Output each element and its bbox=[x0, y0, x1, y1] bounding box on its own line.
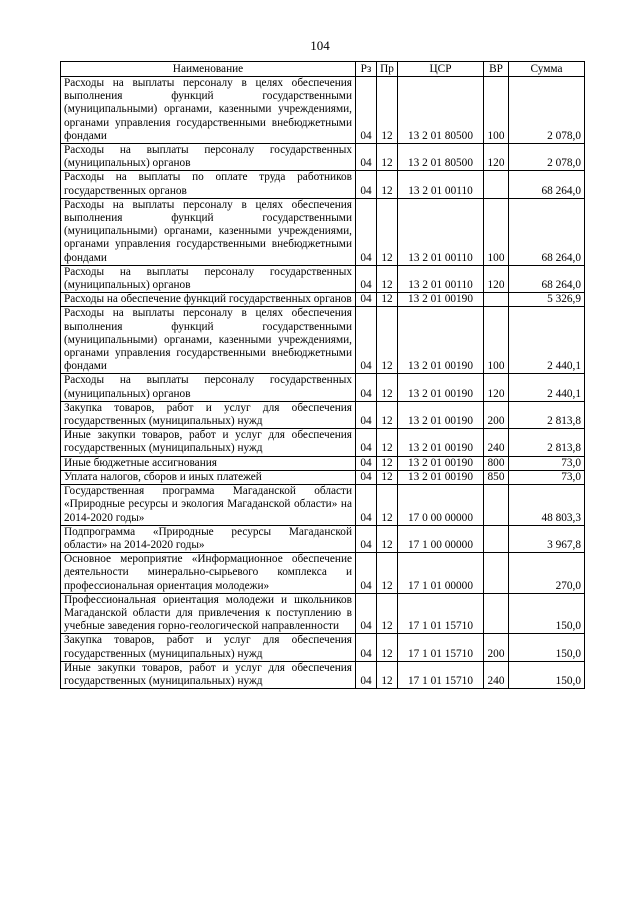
row-name-cell: Расходы на обеспечение функций государственных органов bbox=[61, 293, 356, 307]
row-pr-cell: 12 bbox=[377, 634, 398, 661]
row-rz-cell: 04 bbox=[356, 429, 377, 456]
row-vr-cell: 240 bbox=[484, 429, 509, 456]
row-rz-cell: 04 bbox=[356, 553, 377, 594]
row-csr-cell: 13 2 01 00190 bbox=[398, 456, 484, 470]
row-pr-cell: 12 bbox=[377, 553, 398, 594]
table-row bbox=[61, 401, 585, 428]
row-csr-cell: 13 2 01 00190 bbox=[398, 293, 484, 307]
table-row bbox=[61, 456, 585, 470]
row-sum-cell: 68 264,0 bbox=[509, 265, 585, 292]
row-vr-cell: 240 bbox=[484, 661, 509, 688]
row-csr-cell: 17 0 00 00000 bbox=[398, 485, 484, 526]
row-vr-cell: 120 bbox=[484, 144, 509, 171]
row-rz-cell: 04 bbox=[356, 293, 377, 307]
table-row bbox=[61, 470, 585, 484]
header-vr: ВР bbox=[484, 62, 509, 77]
row-vr-cell: 100 bbox=[484, 307, 509, 374]
row-sum-cell: 2 440,1 bbox=[509, 374, 585, 401]
row-vr-cell: 100 bbox=[484, 77, 509, 144]
row-rz-cell: 04 bbox=[356, 485, 377, 526]
row-csr-cell: 13 2 01 00190 bbox=[398, 470, 484, 484]
row-csr-cell: 13 2 01 00190 bbox=[398, 429, 484, 456]
row-vr-cell: 850 bbox=[484, 470, 509, 484]
row-csr-cell: 13 2 01 80500 bbox=[398, 77, 484, 144]
row-name-cell: Иные закупки товаров, работ и услуг для обеспечения государственных (муниципальных) нужд bbox=[61, 429, 356, 456]
row-rz-cell: 04 bbox=[356, 634, 377, 661]
row-pr-cell: 12 bbox=[377, 307, 398, 374]
row-name-cell: Профессиональная ориентация молодежи и школьников Магаданской области для привлечения к поступлению в учебные заведения горно-геологической направленности bbox=[61, 593, 356, 634]
table-header-row bbox=[61, 62, 585, 77]
row-pr-cell: 12 bbox=[377, 171, 398, 198]
row-name-cell: Подпрограмма «Природные ресурсы Магаданской области» на 2014-2020 годы» bbox=[61, 525, 356, 552]
row-sum-cell: 2 440,1 bbox=[509, 307, 585, 374]
row-name-cell: Расходы на выплаты персоналу государственных (муниципальных) органов bbox=[61, 144, 356, 171]
table-row bbox=[61, 593, 585, 634]
row-rz-cell: 04 bbox=[356, 374, 377, 401]
row-pr-cell: 12 bbox=[377, 525, 398, 552]
row-pr-cell: 12 bbox=[377, 198, 398, 265]
row-sum-cell: 5 326,9 bbox=[509, 293, 585, 307]
row-name-cell: Иные закупки товаров, работ и услуг для обеспечения государственных (муниципальных) нужд bbox=[61, 661, 356, 688]
row-pr-cell: 12 bbox=[377, 144, 398, 171]
row-pr-cell: 12 bbox=[377, 401, 398, 428]
row-rz-cell: 04 bbox=[356, 198, 377, 265]
table-row bbox=[61, 525, 585, 552]
row-name-cell: Иные бюджетные ассигнования bbox=[61, 456, 356, 470]
row-csr-cell: 17 1 01 15710 bbox=[398, 634, 484, 661]
row-vr-cell: 120 bbox=[484, 374, 509, 401]
row-rz-cell: 04 bbox=[356, 307, 377, 374]
row-vr-cell: 800 bbox=[484, 456, 509, 470]
row-sum-cell: 2 078,0 bbox=[509, 77, 585, 144]
row-vr-cell bbox=[484, 485, 509, 526]
row-rz-cell: 04 bbox=[356, 265, 377, 292]
row-name-cell: Расходы на выплаты персоналу государственных (муниципальных) органов bbox=[61, 374, 356, 401]
row-rz-cell: 04 bbox=[356, 171, 377, 198]
row-csr-cell: 13 2 01 00110 bbox=[398, 265, 484, 292]
row-pr-cell: 12 bbox=[377, 456, 398, 470]
row-name-cell: Уплата налогов, сборов и иных платежей bbox=[61, 470, 356, 484]
row-rz-cell: 04 bbox=[356, 470, 377, 484]
row-sum-cell: 270,0 bbox=[509, 553, 585, 594]
row-pr-cell: 12 bbox=[377, 485, 398, 526]
row-sum-cell: 48 803,3 bbox=[509, 485, 585, 526]
row-rz-cell: 04 bbox=[356, 661, 377, 688]
row-csr-cell: 13 2 01 80500 bbox=[398, 144, 484, 171]
row-csr-cell: 13 2 01 00110 bbox=[398, 171, 484, 198]
header-rz: Рз bbox=[356, 62, 377, 77]
row-pr-cell: 12 bbox=[377, 429, 398, 456]
row-name-cell: Закупка товаров, работ и услуг для обеспечения государственных (муниципальных) нужд bbox=[61, 401, 356, 428]
row-pr-cell: 12 bbox=[377, 265, 398, 292]
row-name-cell: Основное мероприятие «Информационное обеспечение деятельности минерально-сырьевого комплекса и профессиональная ориентация молодежи» bbox=[61, 553, 356, 594]
row-name-cell: Расходы на выплаты персоналу государственных (муниципальных) органов bbox=[61, 265, 356, 292]
row-sum-cell: 73,0 bbox=[509, 470, 585, 484]
header-csr: ЦСР bbox=[398, 62, 484, 77]
row-sum-cell: 150,0 bbox=[509, 634, 585, 661]
table-row bbox=[61, 198, 585, 265]
row-sum-cell: 2 078,0 bbox=[509, 144, 585, 171]
budget-table bbox=[60, 61, 585, 689]
row-rz-cell: 04 bbox=[356, 401, 377, 428]
row-vr-cell bbox=[484, 293, 509, 307]
table-row bbox=[61, 307, 585, 374]
table-row bbox=[61, 144, 585, 171]
row-rz-cell: 04 bbox=[356, 456, 377, 470]
row-pr-cell: 12 bbox=[377, 593, 398, 634]
row-csr-cell: 13 2 01 00190 bbox=[398, 401, 484, 428]
row-vr-cell: 200 bbox=[484, 401, 509, 428]
row-name-cell: Закупка товаров, работ и услуг для обеспечения государственных (муниципальных) нужд bbox=[61, 634, 356, 661]
page-number: 104 bbox=[310, 38, 330, 53]
row-csr-cell: 17 1 01 15710 bbox=[398, 593, 484, 634]
row-sum-cell: 3 967,8 bbox=[509, 525, 585, 552]
row-csr-cell: 13 2 01 00190 bbox=[398, 374, 484, 401]
header-pr: Пр bbox=[377, 62, 398, 77]
row-sum-cell: 150,0 bbox=[509, 593, 585, 634]
row-vr-cell: 120 bbox=[484, 265, 509, 292]
table-row bbox=[61, 374, 585, 401]
row-sum-cell: 2 813,8 bbox=[509, 429, 585, 456]
row-pr-cell: 12 bbox=[377, 374, 398, 401]
row-csr-cell: 17 1 01 15710 bbox=[398, 661, 484, 688]
table-row bbox=[61, 661, 585, 688]
header-name: Наименование bbox=[61, 62, 356, 77]
row-vr-cell bbox=[484, 553, 509, 594]
row-sum-cell: 2 813,8 bbox=[509, 401, 585, 428]
row-sum-cell: 150,0 bbox=[509, 661, 585, 688]
row-rz-cell: 04 bbox=[356, 593, 377, 634]
row-name-cell: Расходы на выплаты по оплате труда работников государственных органов bbox=[61, 171, 356, 198]
row-sum-cell: 73,0 bbox=[509, 456, 585, 470]
row-rz-cell: 04 bbox=[356, 144, 377, 171]
row-vr-cell bbox=[484, 525, 509, 552]
table-row bbox=[61, 293, 585, 307]
row-pr-cell: 12 bbox=[377, 470, 398, 484]
row-csr-cell: 13 2 01 00190 bbox=[398, 307, 484, 374]
row-name-cell: Государственная программа Магаданской области «Природные ресурсы и экология Магаданской области» на 2014-2020 годы» bbox=[61, 485, 356, 526]
row-name-cell: Расходы на выплаты персоналу в целях обеспечения выполнения функций государственными (муниципальными) органами, казенными учреждениями, органами управления государственными внебюджетными фондами bbox=[61, 198, 356, 265]
table-row bbox=[61, 77, 585, 144]
row-csr-cell: 17 1 01 00000 bbox=[398, 553, 484, 594]
table-row bbox=[61, 171, 585, 198]
table-row bbox=[61, 553, 585, 594]
row-vr-cell: 200 bbox=[484, 634, 509, 661]
row-rz-cell: 04 bbox=[356, 77, 377, 144]
row-pr-cell: 12 bbox=[377, 661, 398, 688]
row-rz-cell: 04 bbox=[356, 525, 377, 552]
row-vr-cell bbox=[484, 593, 509, 634]
row-csr-cell: 17 1 00 00000 bbox=[398, 525, 484, 552]
row-name-cell: Расходы на выплаты персоналу в целях обеспечения выполнения функций государственными (муниципальными) органами, казенными учреждениями, органами управления государственными внебюджетными фондами bbox=[61, 77, 356, 144]
row-name-cell: Расходы на выплаты персоналу в целях обеспечения выполнения функций государственными (муниципальными) органами, казенными учреждениями, органами управления государственными внебюджетными фондами bbox=[61, 307, 356, 374]
row-vr-cell: 100 bbox=[484, 198, 509, 265]
table-row bbox=[61, 429, 585, 456]
row-vr-cell bbox=[484, 171, 509, 198]
row-csr-cell: 13 2 01 00110 bbox=[398, 198, 484, 265]
row-sum-cell: 68 264,0 bbox=[509, 171, 585, 198]
table-row bbox=[61, 485, 585, 526]
row-sum-cell: 68 264,0 bbox=[509, 198, 585, 265]
table-row bbox=[61, 265, 585, 292]
header-sum: Сумма bbox=[509, 62, 585, 77]
row-pr-cell: 12 bbox=[377, 293, 398, 307]
table-row bbox=[61, 634, 585, 661]
row-pr-cell: 12 bbox=[377, 77, 398, 144]
